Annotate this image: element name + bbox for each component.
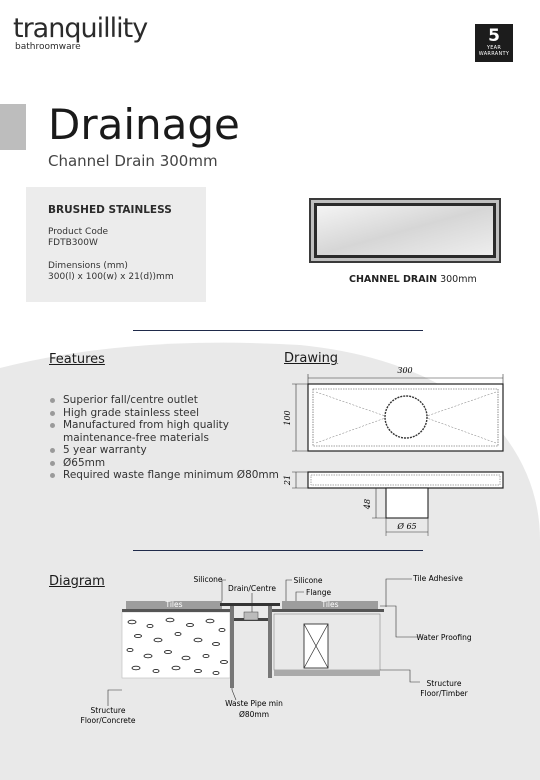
- drawing-heading: Drawing: [284, 351, 339, 366]
- features-heading: Features: [49, 352, 105, 367]
- dim-width: 100: [283, 410, 292, 426]
- label-silicone-right: Silicone: [293, 576, 323, 585]
- bullet-icon: [50, 423, 55, 428]
- features-list: [50, 394, 279, 482]
- feature-item: Required waste flange minimum Ø80mm: [50, 469, 279, 482]
- label-silicone-left: Silicone: [193, 575, 223, 584]
- technical-drawing: [280, 362, 510, 542]
- dim-outlet-depth: 48: [363, 498, 372, 510]
- bullet-icon: [50, 473, 55, 478]
- diagram-heading: Diagram: [49, 574, 105, 589]
- installation-diagram: [60, 570, 480, 730]
- label-tile-adhesive: Tile Adhesive: [413, 574, 463, 583]
- page-subtitle: Channel Drain 300mm: [48, 152, 218, 170]
- product-image: [309, 198, 501, 263]
- bullet-icon: [50, 461, 55, 466]
- dimensions-label: Dimensions (mm): [48, 261, 128, 271]
- bullet-icon: [50, 411, 55, 416]
- page-title: Drainage: [48, 100, 240, 149]
- label-drain-centre: Drain/Centre: [228, 584, 276, 593]
- label-structure-concrete-1: Structure: [90, 706, 126, 715]
- divider-bottom: [133, 550, 423, 551]
- feature-item-continued: maintenance-free materials: [63, 431, 209, 444]
- dim-length: 300: [397, 366, 413, 375]
- brand-tagline: bathroomware: [15, 42, 81, 52]
- label-structure-timber-2: Floor/Timber: [420, 689, 468, 698]
- product-caption: [349, 274, 477, 285]
- feature-item: High grade stainless steel: [50, 407, 279, 420]
- warranty-badge: [475, 24, 513, 62]
- label-tiles-left: Tiles: [165, 600, 183, 609]
- bullet-icon: [50, 398, 55, 403]
- warranty-line1: YEAR: [486, 45, 502, 51]
- dimensions-value: 300(l) x 100(w) x 21(d))mm: [48, 272, 174, 282]
- label-waste-pipe-2: Ø80mm: [238, 710, 270, 719]
- product-code: FDTB300W: [48, 238, 98, 248]
- feature-item: Superior fall/centre outlet: [50, 394, 279, 407]
- dim-depth: 21: [283, 474, 292, 486]
- caption-rest: 300mm: [437, 274, 477, 285]
- dim-outlet-diameter: Ø 65: [397, 522, 417, 531]
- label-flange: Flange: [306, 588, 332, 597]
- brand-logo: tranquillity: [13, 13, 148, 44]
- feature-item: Ø65mm: [50, 457, 279, 470]
- label-water-proofing: Water Proofing: [416, 633, 472, 642]
- divider-top: [133, 330, 423, 331]
- warranty-line2: WARRANTY: [478, 51, 510, 57]
- feature-item: 5 year warranty: [50, 444, 279, 457]
- label-waste-pipe-1: Waste Pipe min: [225, 699, 283, 708]
- caption-bold: CHANNEL DRAIN: [349, 274, 438, 285]
- bullet-icon: [50, 448, 55, 453]
- finish-heading: BRUSHED STAINLESS: [48, 204, 172, 216]
- section-marker: [0, 104, 26, 150]
- label-tiles-right: Tiles: [321, 600, 339, 609]
- feature-item: Manufactured from high quality: [50, 419, 279, 432]
- product-code-label: Product Code: [48, 227, 109, 237]
- warranty-number: 5: [488, 26, 500, 46]
- label-structure-timber-1: Structure: [426, 679, 462, 688]
- label-structure-concrete-2: Floor/Concrete: [80, 716, 136, 725]
